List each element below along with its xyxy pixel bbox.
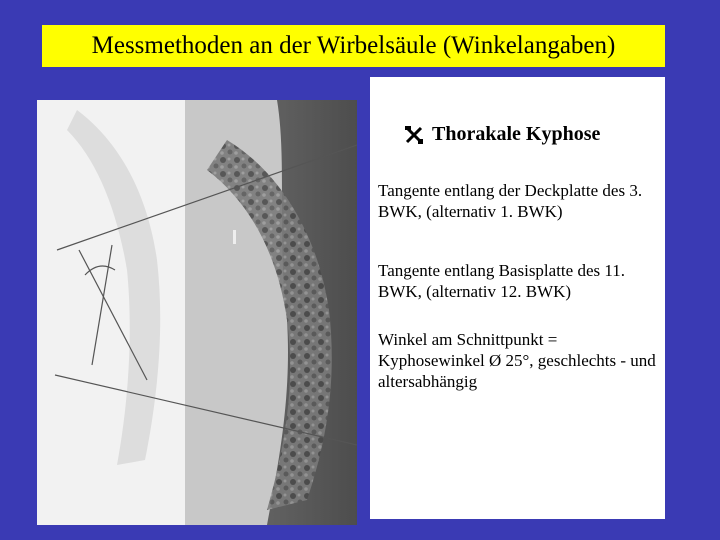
xray-image — [37, 100, 357, 525]
heading-text: Thorakale Kyphose — [432, 123, 601, 145]
section-heading — [404, 123, 600, 146]
title-banner — [42, 25, 665, 67]
slide-title: Messmethoden an der Wirbelsäule (Winkelangaben) — [91, 32, 616, 59]
paragraph-top-tangent: Tangente entlang der Deckplatte des 3. BWK, (alternativ 1. BWK) — [378, 181, 643, 221]
paragraph-base-tangent: Tangente entlang Basisplatte des 11. BWK, (alternativ 12. BWK) — [378, 261, 625, 301]
paragraph-angle: Winkel am Schnittpunkt = Kyphosewinkel Ø 25°, geschlechts - und altersabhängig — [378, 330, 656, 391]
text-panel — [370, 77, 665, 519]
tools-icon — [404, 125, 424, 145]
